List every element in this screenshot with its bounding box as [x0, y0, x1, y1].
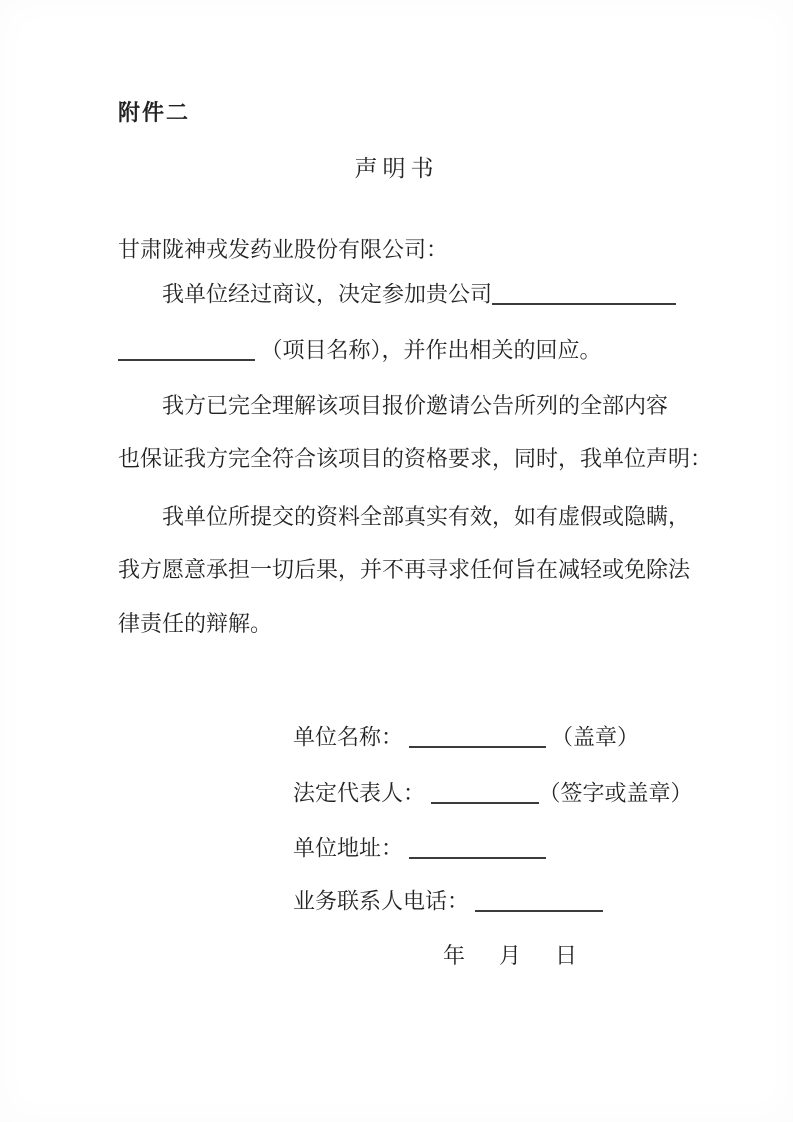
text-segment: （项目名称），并作出相关的回应。: [255, 337, 602, 363]
body-line-truthfulness-3: [118, 611, 272, 636]
body-line-truthfulness-1: [162, 504, 690, 529]
signature-line-contact-phone: [293, 888, 603, 914]
text-segment: 也保证我方完全符合该项目的资格要求，同时，我单位声明：: [118, 446, 713, 471]
day-label: 日: [555, 943, 578, 968]
text-segment: 我单位所提交的资料全部真实有效，如有虚假或隐瞒，: [162, 504, 691, 529]
month-label: 月: [499, 943, 522, 968]
text-segment: 单位地址：: [293, 835, 409, 861]
fill-in-blank: [475, 891, 603, 912]
body-line-project-intro: [162, 281, 676, 307]
text-segment: （签字或盖章）: [538, 780, 693, 806]
text-segment: 单位名称：: [293, 724, 409, 750]
fill-in-blank: [492, 284, 676, 305]
fill-in-blank: [118, 340, 255, 361]
text-segment: 我单位经过商议，决定参加贵公司: [162, 281, 493, 307]
signature-line-unit-address: [293, 835, 546, 861]
attachment-label: 附件二: [118, 100, 191, 125]
body-line-understanding-1: [162, 393, 668, 418]
date-line: [443, 943, 577, 968]
body-line-understanding-2: [118, 446, 712, 471]
text-segment: 业务联系人电话：: [293, 888, 475, 914]
text-segment: 律责任的辩解。: [118, 611, 273, 636]
addressee-line: 甘肃陇神戎发药业股份有限公司：: [118, 237, 449, 262]
fill-in-blank: [431, 783, 539, 804]
year-label: 年: [443, 943, 466, 968]
fill-in-blank: [409, 727, 546, 748]
document-title: 声明书: [354, 156, 439, 181]
fill-in-blank: [409, 838, 546, 859]
body-line-truthfulness-2: [118, 557, 690, 582]
text-segment: 我方已完全理解该项目报价邀请公告所列的全部内容: [162, 393, 669, 418]
signature-line-unit-name: [293, 724, 639, 750]
text-segment: （盖章）: [545, 724, 640, 750]
signature-line-legal-representative: [293, 780, 693, 806]
text-segment: 我方愿意承担一切后果，并不再寻求任何旨在减轻或免除法: [118, 557, 691, 582]
body-line-project-name: [118, 337, 602, 363]
text-segment: 法定代表人：: [293, 780, 431, 806]
